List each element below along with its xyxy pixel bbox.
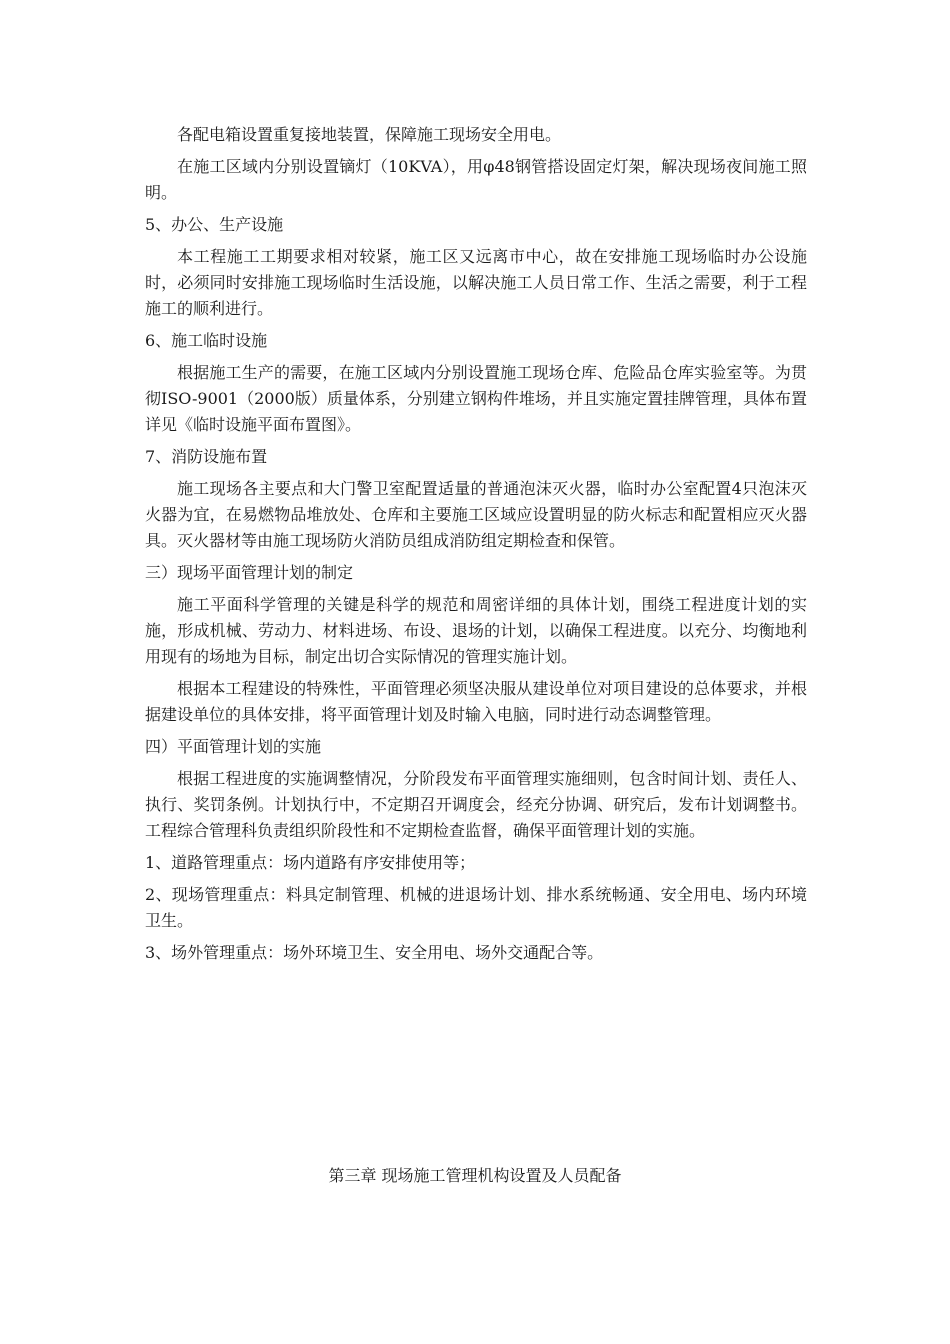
paragraph-fire-protection: 施工现场各主要点和大门警卫室配置适量的普通泡沫灭火器，临时办公室配置4只泡沫灭火器为宜，在易燃物品堆放处、仓库和主要施工区域应设置明显的防火标志和配置相应灭火器具。灭火器材等由施工现场防火消防员组成消防组定期检查和保管。	[145, 479, 807, 550]
paragraph-temporary-facilities: 根据施工生产的需要，在施工区域内分别设置施工现场仓库、危险品仓库实验室等。为贯彻ISO-9001（2000版）质量体系，分别建立钢构件堆场，并且实施定置挂牌管理，具体布置详见《临时设施平面布置图》。	[145, 363, 807, 434]
paragraph-office-facilities: 本工程施工工期要求相对较紧，施工区又远离市中心，故在安排施工现场临时办公设施时，必须同时安排施工现场临时生活设施，以解决施工人员日常工作、生活之需要，利于工程施工的顺利进行。	[145, 247, 807, 318]
section-heading-5: 5、办公、生产设施	[145, 215, 284, 234]
paragraph-grounding: 各配电箱设置重复接地装置，保障施工现场安全用电。	[177, 125, 562, 144]
paragraph-lighting: 在施工区域内分别设置镝灯（10KVA），用φ48钢管搭设固定灯架，解决现场夜间施工照明。	[145, 157, 807, 202]
paragraph-plan-formulation: 施工平面科学管理的关键是科学的规范和周密详细的具体计划，围绕工程进度计划的实施，形成机械、劳动力、材料进场、布设、退场的计划，以确保工程进度。以充分、均衡地利用现有的场地为目标，制定出切合实际情况的管理实施计划。	[145, 595, 807, 666]
list-item-offsite: 3、场外管理重点：场外环境卫生、安全用电、场外交通配合等。	[145, 943, 604, 962]
section-heading-6: 6、施工临时设施	[145, 331, 268, 350]
document-body	[145, 122, 807, 972]
list-item-site: 2、现场管理重点：料具定制管理、机械的进退场计划、排水系统畅通、安全用电、场内环境卫生。	[145, 885, 807, 930]
section-heading-three: 三）现场平面管理计划的制定	[145, 563, 354, 582]
paragraph-plan-requirements: 根据本工程建设的特殊性，平面管理必须坚决服从建设单位对项目建设的总体要求，并根据建设单位的具体安排，将平面管理计划及时输入电脑，同时进行动态调整管理。	[145, 679, 807, 724]
chapter-title: 第三章 现场施工管理机构设置及人员配备	[328, 1166, 622, 1185]
section-heading-7: 7、消防设施布置	[145, 447, 268, 466]
paragraph-plan-implementation: 根据工程进度的实施调整情况，分阶段发布平面管理实施细则，包含时间计划、责任人、执行、奖罚条例。计划执行中，不定期召开调度会，经充分协调、研究后，发布计划调整书。工程综合管理科负责组织阶段性和不定期检查监督，确保平面管理计划的实施。	[145, 769, 807, 840]
list-item-road: 1、道路管理重点：场内道路有序安排使用等；	[145, 853, 476, 872]
section-heading-four: 四）平面管理计划的实施	[145, 737, 322, 756]
